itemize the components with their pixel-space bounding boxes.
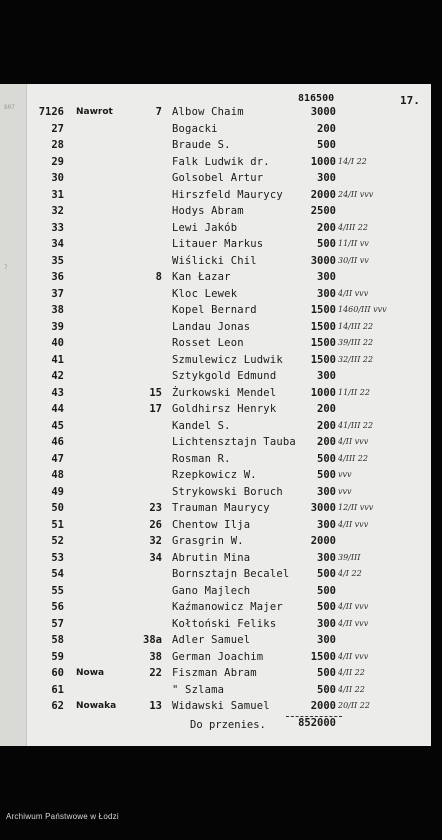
page-number: 17. (400, 94, 420, 107)
handwritten-note: vvv (338, 470, 352, 479)
entry-number: 7126 (38, 106, 64, 118)
entry-number: 37 (51, 287, 64, 300)
ledger-row (0, 253, 431, 269)
entry-number: 47 (51, 452, 64, 465)
ledger-row (0, 698, 431, 714)
ledger-row (0, 335, 431, 351)
person-name: Kloc Lewek (172, 287, 238, 300)
entry-number: 41 (51, 353, 64, 366)
handwritten-note: 4/II vvv (338, 651, 369, 661)
handwritten-note: 41/III 22 (338, 420, 374, 430)
entry-number: 30 (51, 172, 64, 184)
entry-number: 55 (51, 584, 64, 597)
entry-number: 49 (51, 485, 64, 498)
handwritten-note: 11/II 22 (338, 387, 370, 397)
person-name: Kaźmanowicz Majer (172, 601, 283, 613)
entry-number: 54 (51, 568, 64, 580)
ledger-row (0, 566, 431, 582)
handwritten-note: 4/II vvv (338, 618, 369, 628)
entry-number: 39 (51, 320, 64, 333)
amount: 300 (317, 172, 336, 184)
amount: 1500 (310, 353, 336, 366)
entry-number: 38 (51, 304, 64, 316)
ledger-row (0, 451, 431, 467)
ledger-row (0, 104, 431, 120)
handwritten-note: 4/III 22 (338, 453, 368, 463)
entry-number: 53 (51, 551, 64, 564)
scanner-edge (390, 776, 442, 790)
person-name: Adler Samuel (172, 634, 251, 646)
ledger-row (0, 682, 431, 698)
person-name: Lewi Jakób (172, 221, 238, 234)
handwritten-note: 20/II 22 (338, 701, 370, 710)
person-name: Kopel Bernard (172, 304, 257, 316)
entry-number: 46 (51, 436, 64, 448)
person-name: Szmulewicz Ludwik (172, 353, 283, 366)
handwritten-note: 4/II vvv (338, 288, 369, 298)
handwritten-note: 4/II vvv (338, 519, 369, 529)
ledger-row (0, 286, 431, 302)
entry-number: 43 (51, 386, 64, 399)
amount: 3000 (310, 502, 336, 514)
handwritten-note: 4/II 22 (338, 668, 365, 677)
person-name: Sztykgold Edmund (172, 370, 277, 382)
handwritten-note: 1460/III vvv (338, 305, 387, 314)
person-name: Litauer Markus (172, 238, 264, 250)
ledger-row (0, 368, 431, 384)
entry-number: 33 (51, 221, 64, 234)
person-name: Fiszman Abram (172, 667, 257, 679)
amount: 300 (317, 271, 336, 283)
amount: 1000 (310, 155, 336, 168)
person-name: Trauman Maurycy (172, 502, 270, 514)
person-name: Widawski Samuel (172, 700, 270, 712)
document-scan (0, 84, 431, 746)
house-number: 17 (149, 403, 162, 415)
entry-number: 52 (51, 535, 64, 547)
ledger-row (0, 418, 431, 434)
amount: 500 (317, 139, 336, 151)
house-number: 38a (143, 634, 162, 646)
ledger-row (0, 533, 431, 549)
amount: 300 (317, 617, 336, 630)
person-name: Chentow Ilja (172, 518, 251, 531)
person-name: Grasgrin W. (172, 535, 244, 547)
ledger-row (0, 550, 431, 566)
entry-number: 51 (51, 518, 64, 531)
handwritten-note: 4/II vvv (338, 602, 369, 611)
amount: 1500 (310, 650, 336, 663)
person-name: Goldhirsz Henryk (172, 403, 277, 415)
amount: 1500 (310, 337, 336, 349)
entry-number: 48 (51, 469, 64, 481)
house-number: 13 (149, 700, 162, 712)
person-name: Rosset Leon (172, 337, 244, 349)
person-name: Braude S. (172, 139, 231, 151)
amount: 500 (317, 584, 336, 597)
ledger-row (0, 632, 431, 648)
entry-number: 34 (51, 238, 64, 250)
person-name: Wiślicki Chil (172, 254, 257, 267)
ledger-row (0, 203, 431, 219)
entry-number: 42 (51, 370, 64, 382)
handwritten-note: 14/I 22 (338, 156, 367, 166)
amount: 1000 (310, 386, 336, 399)
carry-forward-total: 852000 (298, 716, 336, 729)
entry-number: 32 (51, 205, 64, 217)
person-name: Golsobel Artur (172, 172, 264, 184)
amount: 300 (317, 518, 336, 531)
amount: 500 (317, 238, 336, 250)
house-number: 23 (149, 502, 162, 514)
house-number: 34 (149, 551, 162, 564)
house-number: 22 (149, 667, 162, 679)
person-name: Landau Jonas (172, 320, 251, 333)
ledger-row (0, 154, 431, 170)
entry-number: 27 (51, 122, 64, 135)
entry-number: 50 (51, 502, 64, 514)
ledger-row (0, 665, 431, 681)
amount: 300 (317, 287, 336, 300)
person-name: Rzepkowicz W. (172, 469, 257, 481)
entry-number: 40 (51, 337, 64, 349)
entry-number: 35 (51, 254, 64, 267)
person-name: Strykowski Boruch (172, 485, 283, 498)
street-name: Nawrot (76, 107, 113, 117)
archive-caption: Archiwum Państwowe w Łodzi (6, 812, 119, 821)
person-name: Falk Ludwik dr. (172, 155, 270, 168)
handwritten-note: 12/II vvv (338, 503, 374, 512)
entry-number: 57 (51, 617, 64, 630)
house-number: 15 (149, 386, 162, 399)
ledger-row (0, 220, 431, 236)
handwritten-note: 4/I 22 (338, 569, 362, 578)
person-name: Gano Majlech (172, 584, 251, 597)
handwritten-note: 4/II 22 (338, 684, 365, 694)
amount: 200 (317, 419, 336, 432)
entry-number: 28 (51, 139, 64, 151)
ledger-row (0, 319, 431, 335)
person-name: German Joachim (172, 650, 264, 663)
amount: 200 (317, 122, 336, 135)
ledger-row (0, 583, 431, 599)
entry-number: 31 (51, 188, 64, 201)
handwritten-note: 30/II vv (338, 255, 369, 265)
entry-number: 29 (51, 155, 64, 168)
amount: 2000 (310, 188, 336, 201)
amount: 3000 (310, 254, 336, 267)
person-name: Albow Chaim (172, 106, 244, 118)
street-name: Nowaka (76, 701, 117, 711)
ledger-row (0, 187, 431, 203)
ledger-row (0, 649, 431, 665)
ledger-row (0, 385, 431, 401)
handwritten-note: 39/III 22 (338, 338, 374, 347)
amount: 500 (317, 667, 336, 679)
ledger-row (0, 484, 431, 500)
ledger-row (0, 434, 431, 450)
amount: 3000 (310, 106, 336, 118)
handwritten-note: 14/III 22 (338, 321, 374, 331)
handwritten-note: vvv (338, 486, 352, 496)
ledger-row (0, 121, 431, 137)
margin-ghost-text: 807 (4, 104, 15, 111)
amount: 2500 (310, 205, 336, 217)
amount: 2000 (310, 535, 336, 547)
person-name: Lichtensztajn Tauba (172, 436, 296, 448)
carried-total: 816500 (298, 93, 335, 104)
amount: 500 (317, 568, 336, 580)
entry-number: 56 (51, 601, 64, 613)
house-number: 32 (149, 535, 162, 547)
entry-number: 60 (51, 667, 64, 679)
person-name: Kandel S. (172, 419, 231, 432)
person-name: Kan Łazar (172, 271, 231, 283)
amount: 500 (317, 683, 336, 696)
amount: 500 (317, 469, 336, 481)
entry-number: 62 (51, 700, 64, 712)
ledger-row (0, 170, 431, 186)
person-name: Kołtoński Feliks (172, 617, 277, 630)
handwritten-note: 39/III (338, 552, 361, 562)
amount: 200 (317, 436, 336, 448)
ledger-row (0, 269, 431, 285)
amount: 1500 (310, 304, 336, 316)
house-number: 38 (149, 650, 162, 663)
entry-number: 36 (51, 271, 64, 283)
handwritten-note: 4/II vvv (338, 437, 369, 446)
ledger-row (0, 401, 431, 417)
house-number: 26 (149, 518, 162, 531)
person-name: Żurkowski Mendel (172, 386, 277, 399)
person-name: Hirszfeld Maurycy (172, 188, 283, 201)
margin-ghost-text: 7 (4, 264, 8, 271)
person-name: Bogacki (172, 122, 218, 135)
carry-forward-label: Do przenies. (190, 718, 266, 731)
entry-number: 58 (51, 634, 64, 646)
amount: 500 (317, 601, 336, 613)
entry-number: 61 (51, 683, 64, 696)
amount: 300 (317, 485, 336, 498)
amount: 300 (317, 370, 336, 382)
street-name: Nowa (76, 668, 105, 678)
ledger-row (0, 352, 431, 368)
entry-number: 44 (51, 403, 64, 415)
person-name: Abrutin Mina (172, 551, 251, 564)
amount: 200 (317, 403, 336, 415)
house-number: 7 (155, 106, 162, 118)
ledger-row (0, 616, 431, 632)
person-name: Hodys Abram (172, 205, 244, 217)
amount: 300 (317, 551, 336, 564)
ledger-row (0, 599, 431, 615)
person-name: Bornsztajn Becalel (172, 568, 290, 580)
ledger-row (0, 302, 431, 318)
ledger-row (0, 467, 431, 483)
entry-number: 59 (51, 650, 64, 663)
person-name: Rosman R. (172, 452, 231, 465)
ledger-row (0, 500, 431, 516)
amount: 500 (317, 452, 336, 465)
person-name: " Szlama (172, 683, 225, 696)
handwritten-note: 32/III 22 (338, 354, 374, 364)
ledger-row (0, 517, 431, 533)
amount: 300 (317, 634, 336, 646)
house-number: 8 (155, 271, 162, 283)
amount: 200 (317, 221, 336, 234)
ledger-row (0, 236, 431, 252)
handwritten-note: 24/II vvv (338, 189, 374, 199)
amount: 1500 (310, 320, 336, 333)
amount: 2000 (310, 700, 336, 712)
handwritten-note: 4/III 22 (338, 222, 368, 232)
handwritten-note: 11/II vv (338, 239, 369, 248)
ledger-row (0, 137, 431, 153)
entry-number: 45 (51, 419, 64, 432)
